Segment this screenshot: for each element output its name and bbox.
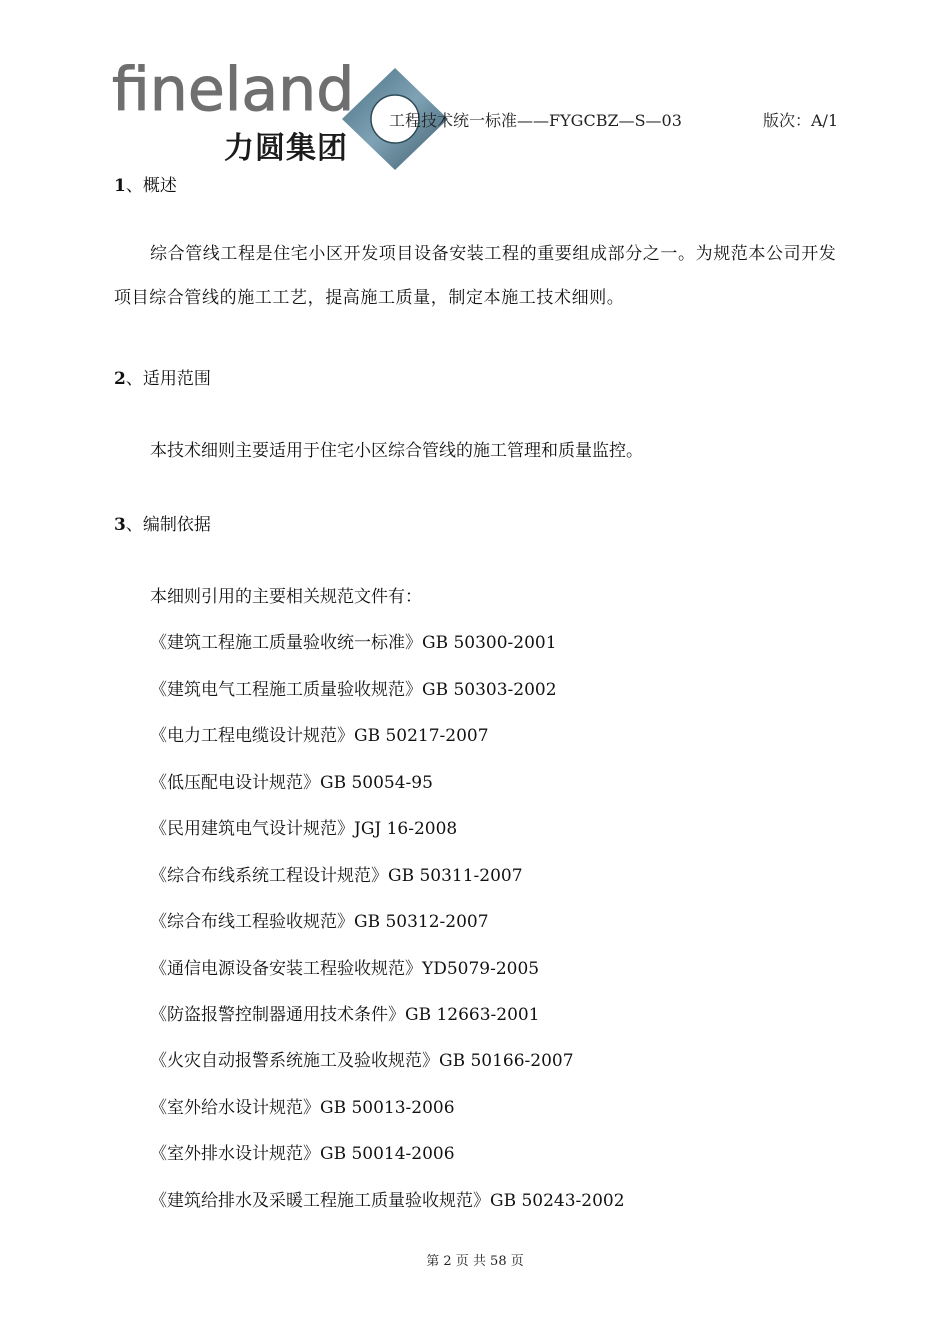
reference-item: 《室外给水设计规范》GB 50013-2006 bbox=[150, 1098, 455, 1118]
page-number: 第 2 页 共 58 页 bbox=[426, 1254, 524, 1269]
section-heading-overview bbox=[114, 171, 177, 196]
references-intro: 本细则引用的主要相关规范文件有： bbox=[150, 587, 422, 607]
section-heading-basis bbox=[114, 510, 211, 535]
logo-chinese-name: 力圆集团 bbox=[224, 131, 348, 166]
section-title: 、编制依据 bbox=[125, 515, 211, 535]
reference-item: 《综合布线工程验收规范》GB 50312-2007 bbox=[150, 912, 489, 932]
reference-item: 《民用建筑电气设计规范》JGJ 16-2008 bbox=[150, 819, 458, 839]
reference-item: 《通信电源设备安装工程验收规范》YD5079-2005 bbox=[150, 959, 540, 979]
header-standard-code: 工程技术统一标准——FYGCBZ—S—03 bbox=[389, 111, 682, 130]
scope-paragraph: 本技术细则主要适用于住宅小区综合管线的施工管理和质量监控。 bbox=[150, 441, 643, 461]
section-number: 1 bbox=[114, 176, 126, 196]
section-title: 、适用范围 bbox=[125, 369, 211, 389]
reference-item: 《综合布线系统工程设计规范》GB 50311-2007 bbox=[150, 866, 523, 886]
reference-item: 《防盗报警控制器通用技术条件》GB 12663-2001 bbox=[150, 1005, 540, 1025]
overview-paragraph: 综合管线工程是住宅小区开发项目设备安装工程的重要组成部分之一。为规范本公司开发项目综合管线的施工工艺，提高施工质量，制定本施工技术细则。 bbox=[114, 244, 837, 308]
reference-item: 《火灾自动报警系统施工及验收规范》GB 50166-2007 bbox=[150, 1051, 574, 1071]
reference-item: 《建筑电气工程施工质量验收规范》GB 50303-2002 bbox=[150, 680, 557, 700]
section-title: 、概述 bbox=[125, 176, 177, 196]
reference-item: 《电力工程电缆设计规范》GB 50217-2007 bbox=[150, 726, 489, 746]
section-number: 2 bbox=[114, 369, 126, 389]
reference-item: 《建筑工程施工质量验收统一标准》GB 50300-2001 bbox=[150, 633, 557, 653]
logo-wordmark: fineland bbox=[112, 55, 355, 125]
header-version: 版次：A/1 bbox=[763, 111, 839, 130]
section-heading-scope bbox=[114, 364, 211, 389]
reference-item: 《低压配电设计规范》GB 50054-95 bbox=[150, 773, 433, 793]
reference-item: 《室外排水设计规范》GB 50014-2006 bbox=[150, 1144, 455, 1164]
section-number: 3 bbox=[114, 515, 126, 535]
reference-item: 《建筑给排水及采暖工程施工质量验收规范》GB 50243-2002 bbox=[150, 1191, 625, 1211]
